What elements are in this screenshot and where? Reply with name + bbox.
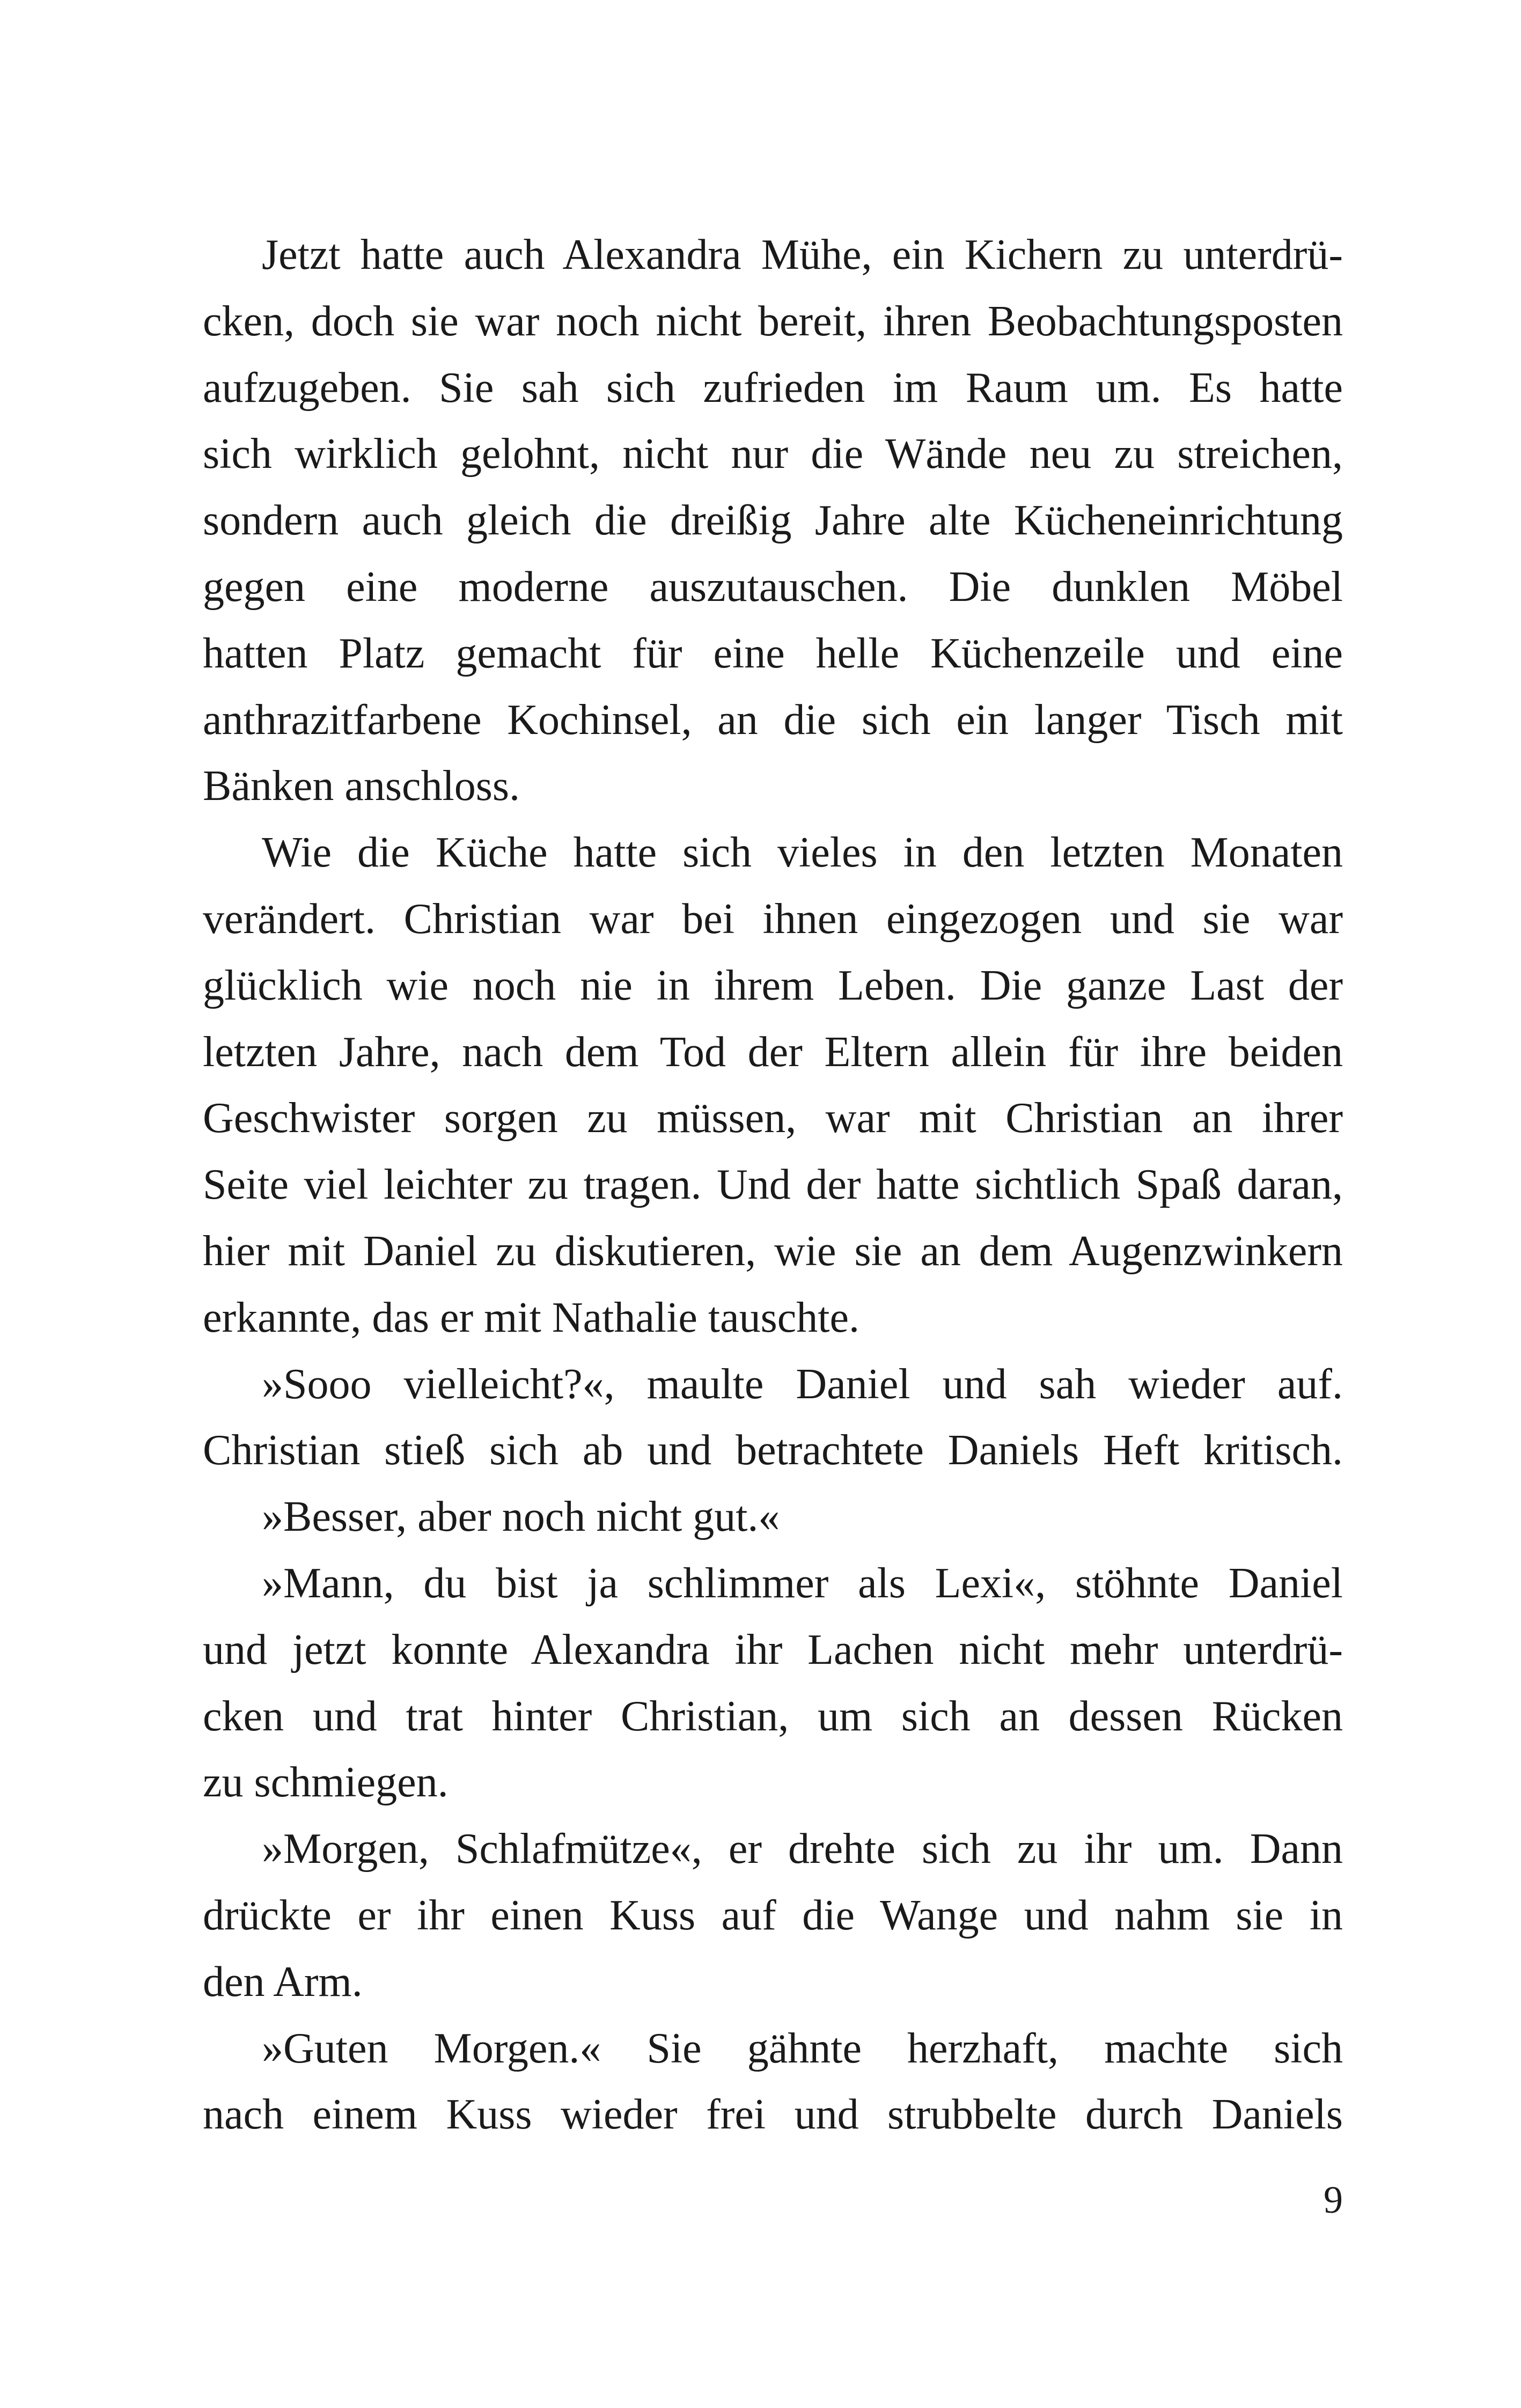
- text-line: »Morgen, Schlafmütze«, er drehte sich zu ihr um. Dann: [262, 1825, 1343, 1873]
- text-line: »Besser, aber noch nicht gut.«: [262, 1493, 780, 1541]
- text-line: verändert. Christian war bei ihnen eingezogen und sie war: [203, 895, 1343, 943]
- text-line: gegen eine moderne auszutauschen. Die dunklen Möbel: [203, 563, 1343, 611]
- text-line: anthrazitfarbene Kochinsel, an die sich ein langer Tisch mit: [203, 696, 1343, 744]
- text-line: den Arm.: [203, 1958, 363, 2006]
- text-line: aufzugeben. Sie sah sich zufrieden im Raum um. Es hatte: [203, 364, 1343, 412]
- text-line: sich wirklich gelohnt, nicht nur die Wände neu zu streichen,: [203, 430, 1343, 478]
- text-line: Christian stieß sich ab und betrachtete Daniels Heft kritisch.: [203, 1427, 1343, 1474]
- text-line: Bänken anschloss.: [203, 762, 520, 810]
- text-line: Jetzt hatte auch Alexandra Mühe, ein Kichern zu unterdrü-: [262, 231, 1343, 278]
- text-line: »Guten Morgen.« Sie gähnte herzhaft, machte sich: [262, 2024, 1343, 2072]
- page-number: 9: [1324, 2178, 1343, 2221]
- text-line: sondern auch gleich die dreißig Jahre alte Kücheneinrichtung: [203, 497, 1343, 545]
- text-line: hier mit Daniel zu diskutieren, wie sie an dem Augenzwinkern: [203, 1227, 1343, 1275]
- text-line: cken, doch sie war noch nicht bereit, ihren Beobachtungsposten: [203, 297, 1343, 345]
- text-line: und jetzt konnte Alexandra ihr Lachen nicht mehr unterdrü-: [203, 1626, 1343, 1673]
- text-line: hatten Platz gemacht für eine helle Küchenzeile und eine: [203, 629, 1343, 677]
- text-line: glücklich wie noch nie in ihrem Leben. Die ganze Last der: [203, 961, 1343, 1009]
- text-line: cken und trat hinter Christian, um sich an dessen Rücken: [203, 1692, 1343, 1740]
- text-line: nach einem Kuss wieder frei und strubbelte durch Daniels: [203, 2091, 1343, 2139]
- text-line: Geschwister sorgen zu müssen, war mit Christian an ihrer: [203, 1095, 1343, 1142]
- body-text: [203, 222, 1343, 2148]
- text-line: zu schmiegen.: [203, 1759, 449, 1807]
- text-line: erkannte, das er mit Nathalie tauschte.: [203, 1294, 859, 1341]
- text-line: Wie die Küche hatte sich vieles in den letzten Monaten: [262, 829, 1343, 877]
- text-line: »Sooo vielleicht?«, maulte Daniel und sah wieder auf.: [262, 1360, 1343, 1408]
- text-line: letzten Jahre, nach dem Tod der Eltern allein für ihre beiden: [203, 1028, 1343, 1076]
- text-line: drückte er ihr einen Kuss auf die Wange und nahm sie in: [203, 1891, 1343, 1939]
- text-line: »Mann, du bist ja schlimmer als Lexi«, stöhnte Daniel: [262, 1559, 1343, 1607]
- text-line: Seite viel leichter zu tragen. Und der hatte sichtlich Spaß daran,: [203, 1161, 1343, 1209]
